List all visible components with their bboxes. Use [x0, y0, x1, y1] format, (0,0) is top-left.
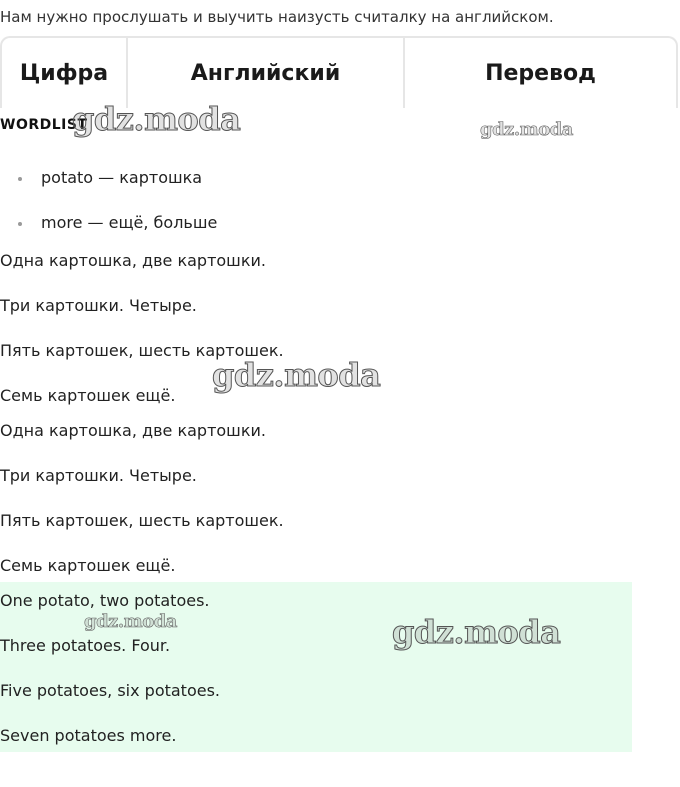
- list-item: more — ещё, больше: [0, 213, 217, 258]
- header-translation: Перевод: [485, 60, 596, 86]
- russian-line: Одна картошка, две картошки.: [0, 421, 266, 440]
- russian-line: Три картошки. Четыре.: [0, 296, 197, 315]
- header-english: Английский: [128, 38, 405, 108]
- english-line: Seven potatoes more.: [0, 726, 177, 745]
- watermark: gdz.moda: [72, 100, 241, 138]
- wordlist-title: WORDLIST: [0, 117, 88, 133]
- table-header: [0, 36, 678, 108]
- english-line: Five potatoes, six potatoes.: [0, 681, 221, 700]
- watermark: gdz.moda: [392, 613, 561, 651]
- english-line: Three potatoes. Four.: [0, 636, 171, 655]
- header-digit: Цифра: [2, 38, 128, 108]
- russian-line: Семь картошек ещё.: [0, 556, 176, 575]
- watermark: gdz.moda: [480, 119, 573, 140]
- russian-line: Одна картошка, две картошки.: [0, 251, 266, 270]
- intro-text: Нам нужно прослушать и выучить наизусть считалку на английском.: [0, 8, 554, 26]
- russian-line: Пять картошек, шесть картошек.: [0, 341, 284, 360]
- english-line: One potato, two potatoes.: [0, 591, 210, 610]
- russian-line: Семь картошек ещё.: [0, 386, 176, 405]
- list-item: potato — картошка: [0, 168, 217, 213]
- watermark: gdz.moda: [212, 356, 381, 394]
- russian-line: Пять картошек, шесть картошек.: [0, 511, 284, 530]
- russian-line: Три картошки. Четыре.: [0, 466, 197, 485]
- watermark: gdz.moda: [84, 611, 177, 632]
- wordlist: [0, 168, 217, 258]
